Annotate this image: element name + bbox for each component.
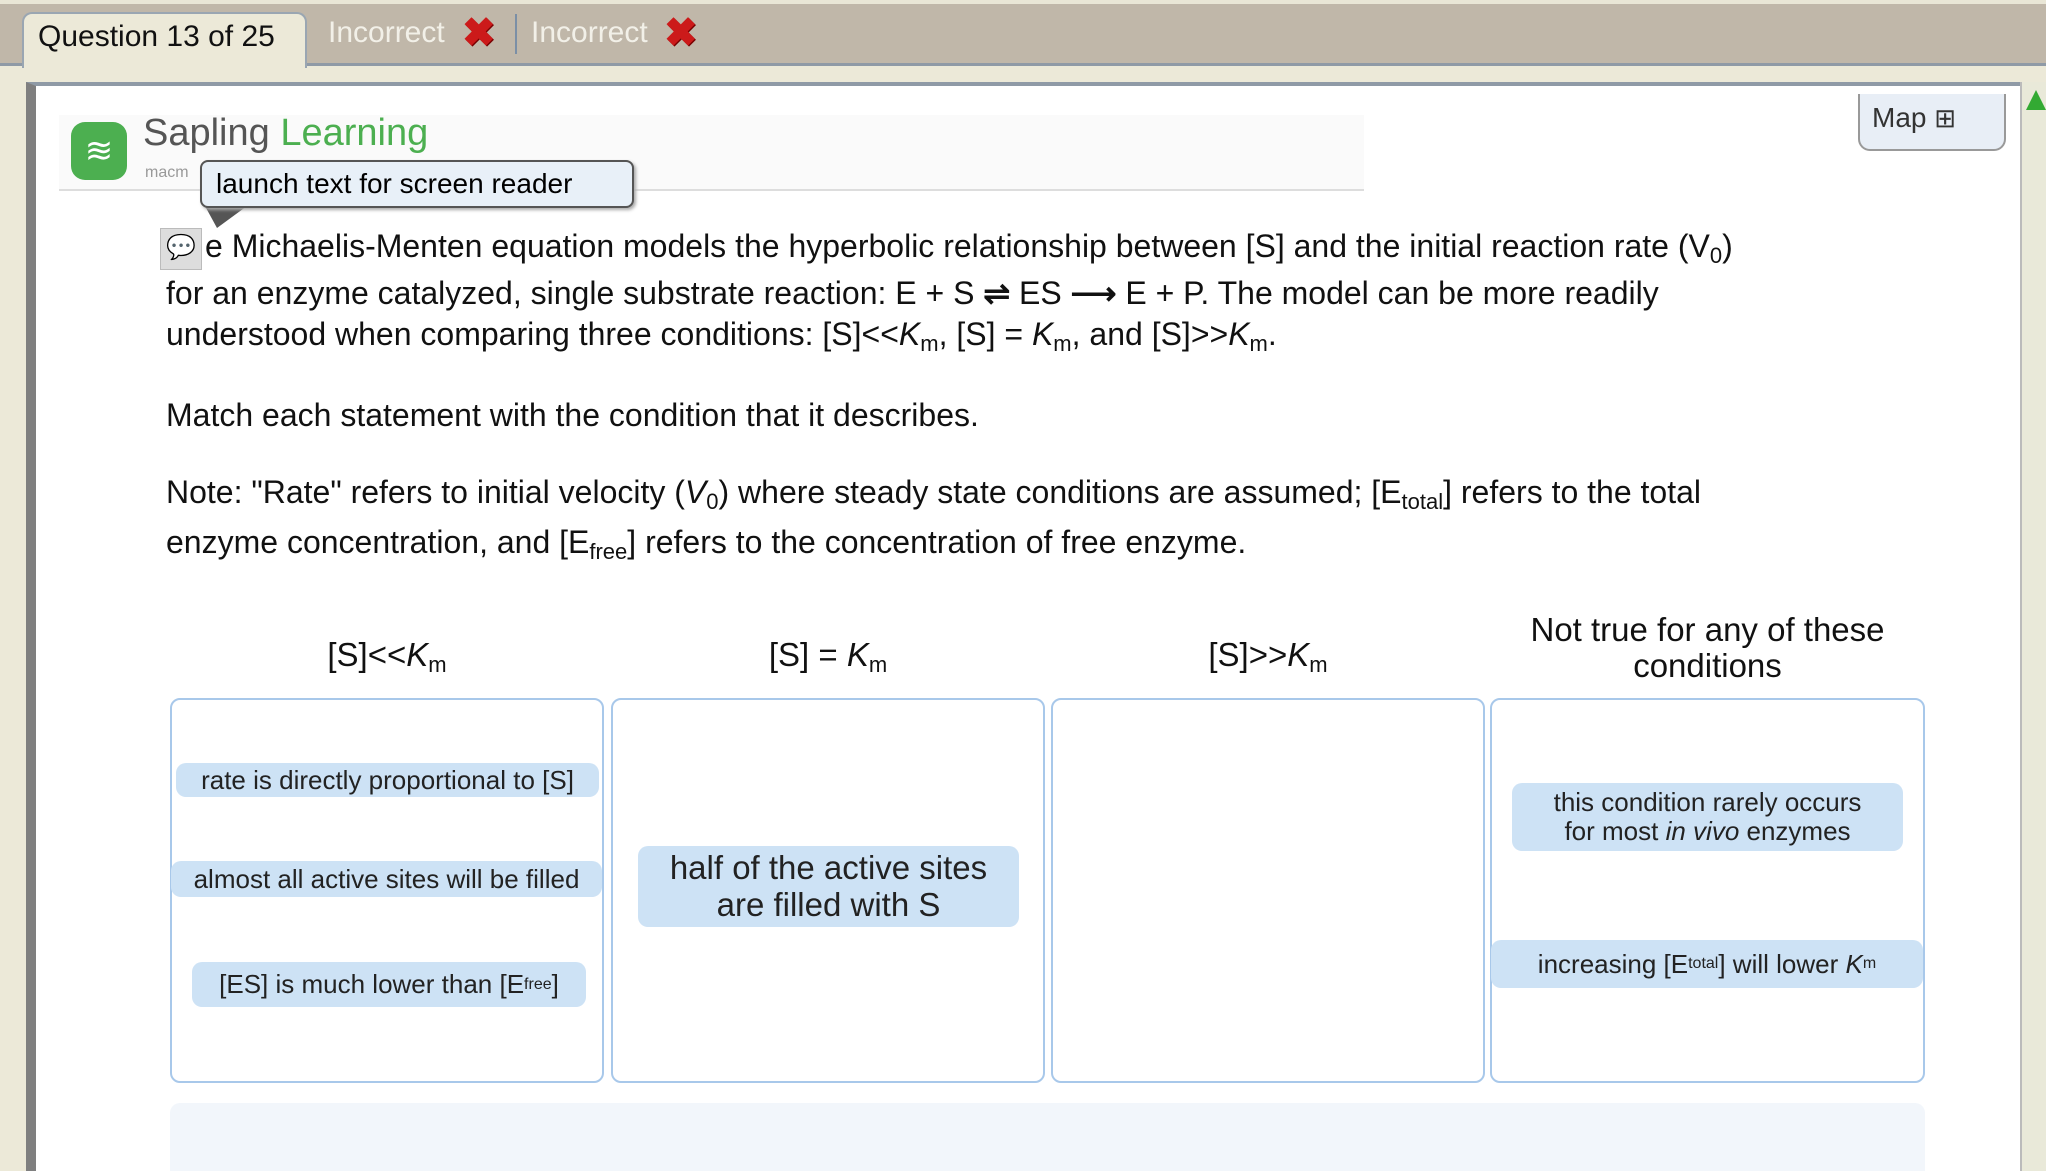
answer-chip[interactable]: rate is directly proportional to [S]	[176, 763, 599, 797]
scroll-up-icon[interactable]	[2026, 90, 2046, 110]
note-line-1: Note: "Rate" refers to initial velocity $(V_0)$ where steady state conditions are assumed; $[E_{total}]$ refers to the total	[166, 474, 1702, 514]
instruction: Match each statement with the condition that it describes.	[166, 397, 979, 433]
note-line-2: enzyme concentration, and $[E_{free}]$ refers to the concentration of free enzyme.	[166, 524, 1247, 564]
answer-chip[interactable]: increasing [E total ] will lower K m	[1491, 940, 1923, 988]
question-line-3: understood when comparing three conditions: $[S]<<K_m$, $[S] = K_m$, and $[S]>>K_m$.	[166, 316, 1277, 356]
answer-chip[interactable]: half of the active sites are filled with S	[638, 846, 1019, 927]
column-header-high-s: $[S]>>K_m$	[1208, 636, 1328, 677]
map-button[interactable]	[1858, 94, 2006, 151]
answer-chip[interactable]: [ES] is much lower than [E free ]	[192, 962, 586, 1007]
speech-bubble-icon[interactable]: 💬	[160, 228, 202, 270]
tab-current-question[interactable]: Question 13 of 25	[22, 12, 307, 68]
map-label: Map	[1872, 102, 1927, 133]
tab-divider	[515, 14, 517, 54]
answer-chip[interactable]: almost all active sites will be filled	[171, 861, 602, 897]
column-header-not-true: Not true for any of these conditions	[1530, 611, 1885, 684]
hierarchy-icon: ⊞	[1934, 103, 1957, 133]
tab-attempt-1[interactable]: Incorrect	[328, 16, 445, 49]
scrollbar[interactable]	[2020, 82, 2046, 1171]
tooltip-tail	[205, 206, 247, 228]
question-line-1: e Michaelis-Menten equation models the hyperbolic relationship between [S] and the initial reaction rate $(V_0)$	[205, 228, 1733, 268]
sapling-logo-icon: ≋	[71, 122, 127, 180]
red-x-icon: ✖	[462, 11, 496, 55]
column-header-low-s: $[S]<<K_m$	[327, 636, 447, 677]
tab-attempt-2[interactable]: Incorrect	[531, 16, 648, 49]
drop-zone-high-s[interactable]	[1051, 698, 1485, 1083]
answer-chip[interactable]: this condition rarely occurs for most in vivo enzymes	[1512, 783, 1903, 851]
logo-subtext: macm	[145, 164, 189, 181]
answer-bank[interactable]	[170, 1103, 1925, 1171]
question-line-2: for an enzyme catalyzed, single substrate reaction: E + S ⇌ ES ⟶ E + P. The model can be more readily	[166, 275, 1659, 311]
logo-text: Sapling Learning	[143, 112, 429, 154]
column-header-equal-km: $[S] = K_m$	[768, 636, 888, 677]
red-x-icon: ✖	[664, 11, 698, 55]
drop-zone-not-true[interactable]	[1490, 698, 1925, 1083]
screen-reader-tooltip: launch text for screen reader	[200, 160, 634, 208]
